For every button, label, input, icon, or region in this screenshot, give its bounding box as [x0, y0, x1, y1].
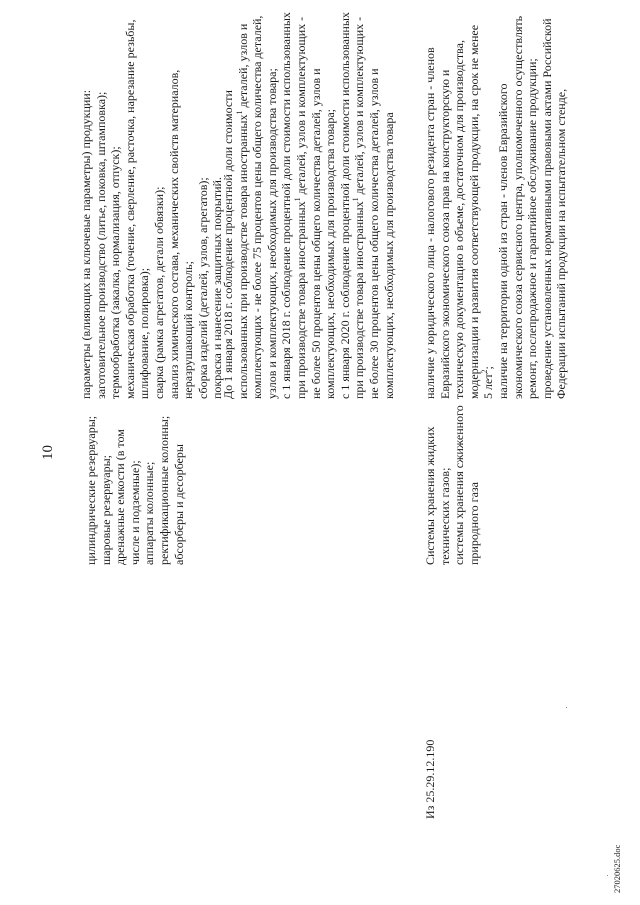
operation-line: механическая обработка (точение, сверление, расточка, нарезание резьбы,: [122, 19, 137, 399]
requirement-line: не более 30 процентов цены общего количества деталей, узлов и: [366, 68, 381, 399]
requirement-line: узлов и комплектующих, необходимых для производства товара;: [264, 68, 279, 399]
equipment-list-continued: [84, 416, 186, 565]
operation-line: параметры (влияющих на ключевые параметры) продукции:: [79, 89, 93, 399]
requirement-line: наличие на территории одной из стран - членов Евразийского: [495, 83, 510, 399]
equipment-line: абсорберы и десорберы: [171, 444, 186, 565]
requirement-line: наличие у юридического лица - налогового резидента стран - членов: [423, 47, 437, 399]
requirement-line: при производстве товара иностранных$^1$ деталей, узлов и комплектующих -: [351, 16, 367, 399]
operation-line: сборка изделий (деталей, узлов, агрегатов);: [195, 177, 210, 399]
requirement-line: с 1 января 2020 г. соблюдение процентной доли стоимости использованных: [337, 12, 352, 399]
requirement-line: экономического союза сервисного центра, уполномоченного осуществлять: [510, 15, 525, 399]
production-operations-list: [79, 20, 225, 399]
product-name-line: природного газа: [466, 482, 481, 565]
operation-line: шлифование, полировка);: [137, 267, 152, 399]
requirement-line: ремонт, послепродажное и гарантийное обслуживание продукции;: [525, 58, 540, 399]
requirement-line: Евразийского экономического союза прав на конструкторскую и: [437, 69, 452, 399]
equipment-line: цилиндрические резервуары;: [84, 415, 98, 565]
requirement-line: комплектующих, необходимых для производства товара: [381, 112, 396, 399]
requirement-line: техническую документацию в объеме, достаточном для производства,: [452, 40, 467, 399]
equipment-line: аппараты колонные;: [142, 461, 157, 565]
product-name-line: технических газов;: [437, 467, 452, 565]
localization-requirements: [423, 16, 569, 399]
equipment-line: дренажные емкости (в том: [113, 429, 128, 565]
scan-speck: [607, 875, 608, 876]
requirement-line: не более 50 процентов цены общего количества деталей, узлов и: [308, 68, 323, 399]
requirement-line: До 1 января 2018 г. соблюдение процентной доли стоимости: [221, 90, 235, 399]
page-number: 10: [40, 445, 56, 460]
operation-line: анализ химического состава, механических свойств материалов,: [166, 69, 181, 399]
requirement-line: комплектующих - не более 75 процентов цены общего количества деталей,: [250, 15, 265, 399]
operation-line: неразрушающий контроль;: [181, 261, 196, 399]
requirement-line: комплектующих, необходимых для производства товара;: [323, 108, 338, 399]
product-name-line: системы хранения сжиженного: [452, 405, 467, 565]
footnote-ref: 1: [234, 110, 244, 115]
equipment-line: ректификационные колонны;: [156, 415, 171, 565]
operation-line: сварка (рамка агрегатов, детали обвязки);: [151, 186, 166, 399]
scan-speck: [566, 707, 567, 708]
equipment-line: шаровые резервуары;: [98, 455, 113, 565]
product-name: [423, 405, 481, 565]
document-file-code: 27020625.doc: [612, 844, 622, 893]
operation-line: заготовительное производство (литье, поковка, штамповка);: [93, 91, 108, 399]
foreign-component-share-requirements: [221, 12, 396, 399]
requirement-line: при производстве товара иностранных$^1$ деталей, узлов и комплектующих -: [292, 16, 308, 399]
okpd-code: Из 25.29.12.190: [423, 739, 437, 819]
requirement-line: Федерации испытаний продукции на испытательном стенде,: [554, 88, 569, 399]
requirement-line: использованных при производстве товара иностранных$^1$ деталей, узлов и: [234, 23, 250, 399]
footnote-ref: 2: [480, 369, 490, 374]
product-name-line: Системы хранения жидких: [423, 426, 437, 565]
requirement-line: модернизации и развития соответствующей продукции, на срок не менее: [466, 24, 481, 399]
footnote-ref: 1: [351, 197, 361, 202]
requirement-line: 5 лет$^2$;: [480, 366, 496, 399]
equipment-line: числе и подземные);: [127, 460, 142, 565]
operation-line: термообработка (закалка, нормализация, отпуск);: [108, 146, 123, 399]
footnote-ref: 1: [292, 197, 302, 202]
operation-line: покраска и нанесение защитных покрытий.: [210, 177, 225, 399]
requirement-line: с 1 января 2018 г. соблюдение процентной доли стоимости использованных: [279, 12, 294, 399]
requirement-line: проведение установленных нормативными правовыми актами Российской: [539, 18, 554, 399]
